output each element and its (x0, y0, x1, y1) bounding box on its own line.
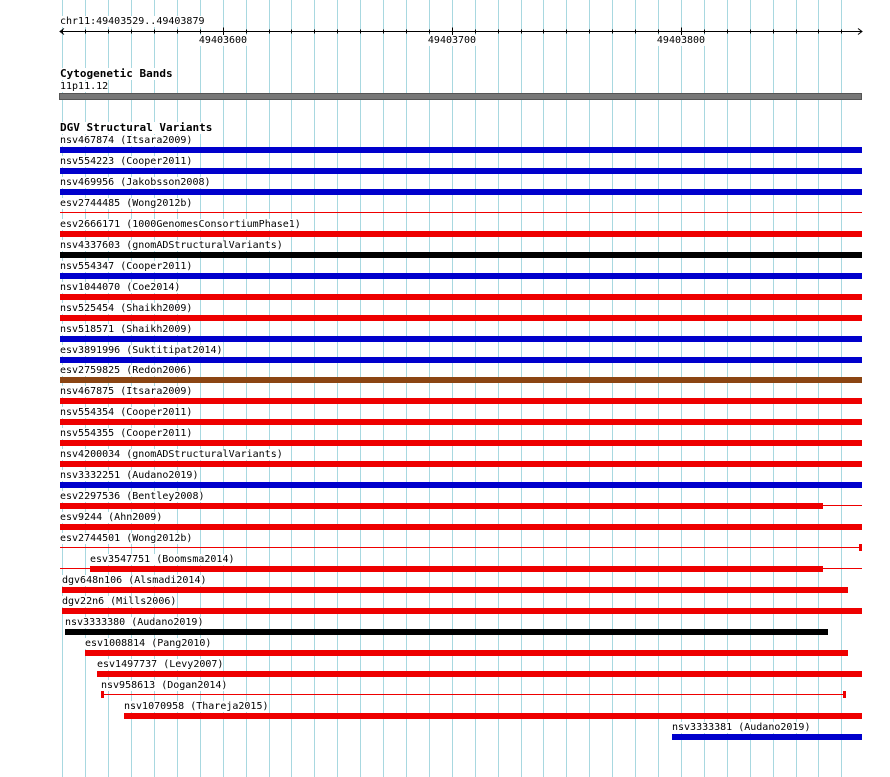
dgv-feature[interactable] (0, 386, 890, 406)
dgv-feature[interactable] (0, 680, 890, 700)
dgv-feature-bar (60, 524, 862, 530)
dgv-feature-bar (60, 357, 862, 363)
dgv-feature-bar (60, 147, 862, 153)
dgv-feature-bar (90, 566, 823, 572)
dgv-feature-label: nsv1044070 (Coe2014) (60, 282, 181, 293)
dgv-feature-bar (672, 734, 862, 740)
dgv-feature-label: nsv3332251 (Audano2019) (60, 470, 199, 481)
dgv-feature-label: nsv3333380 (Audano2019) (65, 617, 204, 628)
dgv-feature-label: esv3547751 (Boomsma2014) (90, 554, 235, 565)
dgv-feature-bar (60, 440, 862, 446)
dgv-feature-bar (97, 671, 862, 677)
dgv-feature-bar (60, 189, 862, 195)
dgv-feature-end-mark (101, 691, 104, 698)
dgv-feature-label: nsv467875 (Itsara2009) (60, 386, 193, 397)
dgv-feature-line (101, 694, 846, 695)
dgv-feature-end-mark (843, 691, 846, 698)
dgv-feature[interactable] (0, 512, 890, 532)
dgv-feature-bar (60, 294, 862, 300)
cytoband-label: 11p11.12 (60, 81, 109, 92)
dgv-feature-bar (60, 377, 862, 383)
dgv-feature-bar (85, 650, 848, 656)
dgv-track-title[interactable]: DGV Structural Variants (60, 121, 213, 134)
dgv-feature-label: dgv22n6 (Mills2006) (62, 596, 177, 607)
dgv-feature[interactable] (0, 596, 890, 616)
dgv-feature[interactable] (0, 638, 890, 658)
dgv-feature[interactable] (0, 617, 890, 637)
cytoband-track-title[interactable]: Cytogenetic Bands (60, 67, 173, 80)
dgv-feature[interactable] (0, 554, 890, 574)
dgv-feature[interactable] (0, 701, 890, 721)
dgv-feature-label: nsv3333381 (Audano2019) (672, 722, 811, 733)
dgv-feature-line (60, 547, 862, 548)
dgv-feature-connector (823, 568, 862, 569)
dgv-feature-bar (60, 398, 862, 404)
dgv-feature[interactable] (0, 135, 890, 155)
dgv-feature-bar (65, 629, 828, 635)
ruler[interactable] (0, 26, 890, 71)
dgv-feature-label: nsv554355 (Cooper2011) (60, 428, 193, 439)
dgv-feature-label: esv9244 (Ahn2009) (60, 512, 163, 523)
dgv-feature-label: esv1008814 (Pang2010) (85, 638, 212, 649)
dgv-feature[interactable] (0, 449, 890, 469)
dgv-feature-label: esv2297536 (Bentley2008) (60, 491, 205, 502)
dgv-feature-label: nsv1070958 (Thareja2015) (124, 701, 269, 712)
dgv-feature[interactable] (0, 470, 890, 490)
dgv-feature-bar (60, 482, 862, 488)
dgv-feature-bar (62, 608, 862, 614)
dgv-feature[interactable] (0, 428, 890, 448)
dgv-feature-bar (124, 713, 862, 719)
dgv-feature-bar (60, 231, 862, 237)
dgv-feature[interactable] (0, 282, 890, 302)
dgv-feature[interactable] (0, 198, 890, 218)
dgv-feature[interactable] (0, 219, 890, 239)
dgv-feature[interactable] (0, 491, 890, 511)
dgv-feature-label: nsv525454 (Shaikh2009) (60, 303, 193, 314)
dgv-feature[interactable] (0, 345, 890, 365)
dgv-feature-label: nsv518571 (Shaikh2009) (60, 324, 193, 335)
dgv-feature-label: dgv648n106 (Alsmadi2014) (62, 575, 207, 586)
dgv-feature-label: nsv554223 (Cooper2011) (60, 156, 193, 167)
ruler-region-label: chr11:49403529..49403879 (60, 16, 205, 27)
dgv-feature-label: nsv4200034 (gnomADStructuralVariants) (60, 449, 283, 460)
dgv-feature-bar (60, 336, 862, 342)
dgv-feature-label: esv2666171 (1000GenomesConsortiumPhase1) (60, 219, 301, 230)
dgv-feature-label: nsv467874 (Itsara2009) (60, 135, 193, 146)
dgv-feature-bar (60, 419, 862, 425)
dgv-feature[interactable] (0, 156, 890, 176)
dgv-feature-connector (60, 568, 90, 569)
ruler-tick-label: 49403700 (427, 35, 477, 46)
dgv-feature-label: nsv554354 (Cooper2011) (60, 407, 193, 418)
dgv-feature-bar (60, 461, 862, 467)
dgv-feature[interactable] (0, 365, 890, 385)
dgv-feature-label: nsv554347 (Cooper2011) (60, 261, 193, 272)
dgv-feature[interactable] (0, 575, 890, 595)
ruler-tick-label: 49403600 (198, 35, 248, 46)
dgv-feature-connector (823, 505, 862, 506)
dgv-feature-bar (60, 252, 862, 258)
dgv-feature-label: esv1497737 (Levy2007) (97, 659, 224, 670)
dgv-feature-label: nsv958613 (Dogan2014) (101, 680, 228, 691)
cytoband-bar[interactable] (59, 93, 862, 100)
dgv-feature-label: esv2744485 (Wong2012b) (60, 198, 193, 209)
dgv-feature-label: nsv4337603 (gnomADStructuralVariants) (60, 240, 283, 251)
dgv-feature-label: nsv469956 (Jakobsson2008) (60, 177, 211, 188)
ruler-tick-label: 49403800 (656, 35, 706, 46)
dgv-feature-label: esv2744501 (Wong2012b) (60, 533, 193, 544)
dgv-feature[interactable] (0, 407, 890, 427)
dgv-feature[interactable] (0, 533, 890, 553)
dgv-feature-end-mark (859, 544, 862, 551)
dgv-feature[interactable] (0, 324, 890, 344)
dgv-feature[interactable] (0, 177, 890, 197)
dgv-feature-bar (62, 587, 848, 593)
dgv-feature[interactable] (0, 722, 890, 742)
dgv-feature[interactable] (0, 303, 890, 323)
dgv-feature-label: esv3891996 (Suktitipat2014) (60, 345, 223, 356)
dgv-feature-bar (60, 168, 862, 174)
dgv-feature[interactable] (0, 261, 890, 281)
dgv-feature-bar (60, 315, 862, 321)
dgv-feature-bar (60, 273, 862, 279)
dgv-feature[interactable] (0, 240, 890, 260)
dgv-feature-bar (60, 503, 823, 509)
dgv-feature-label: esv2759825 (Redon2006) (60, 365, 193, 376)
dgv-feature[interactable] (0, 659, 890, 679)
dgv-feature-line (60, 212, 862, 213)
